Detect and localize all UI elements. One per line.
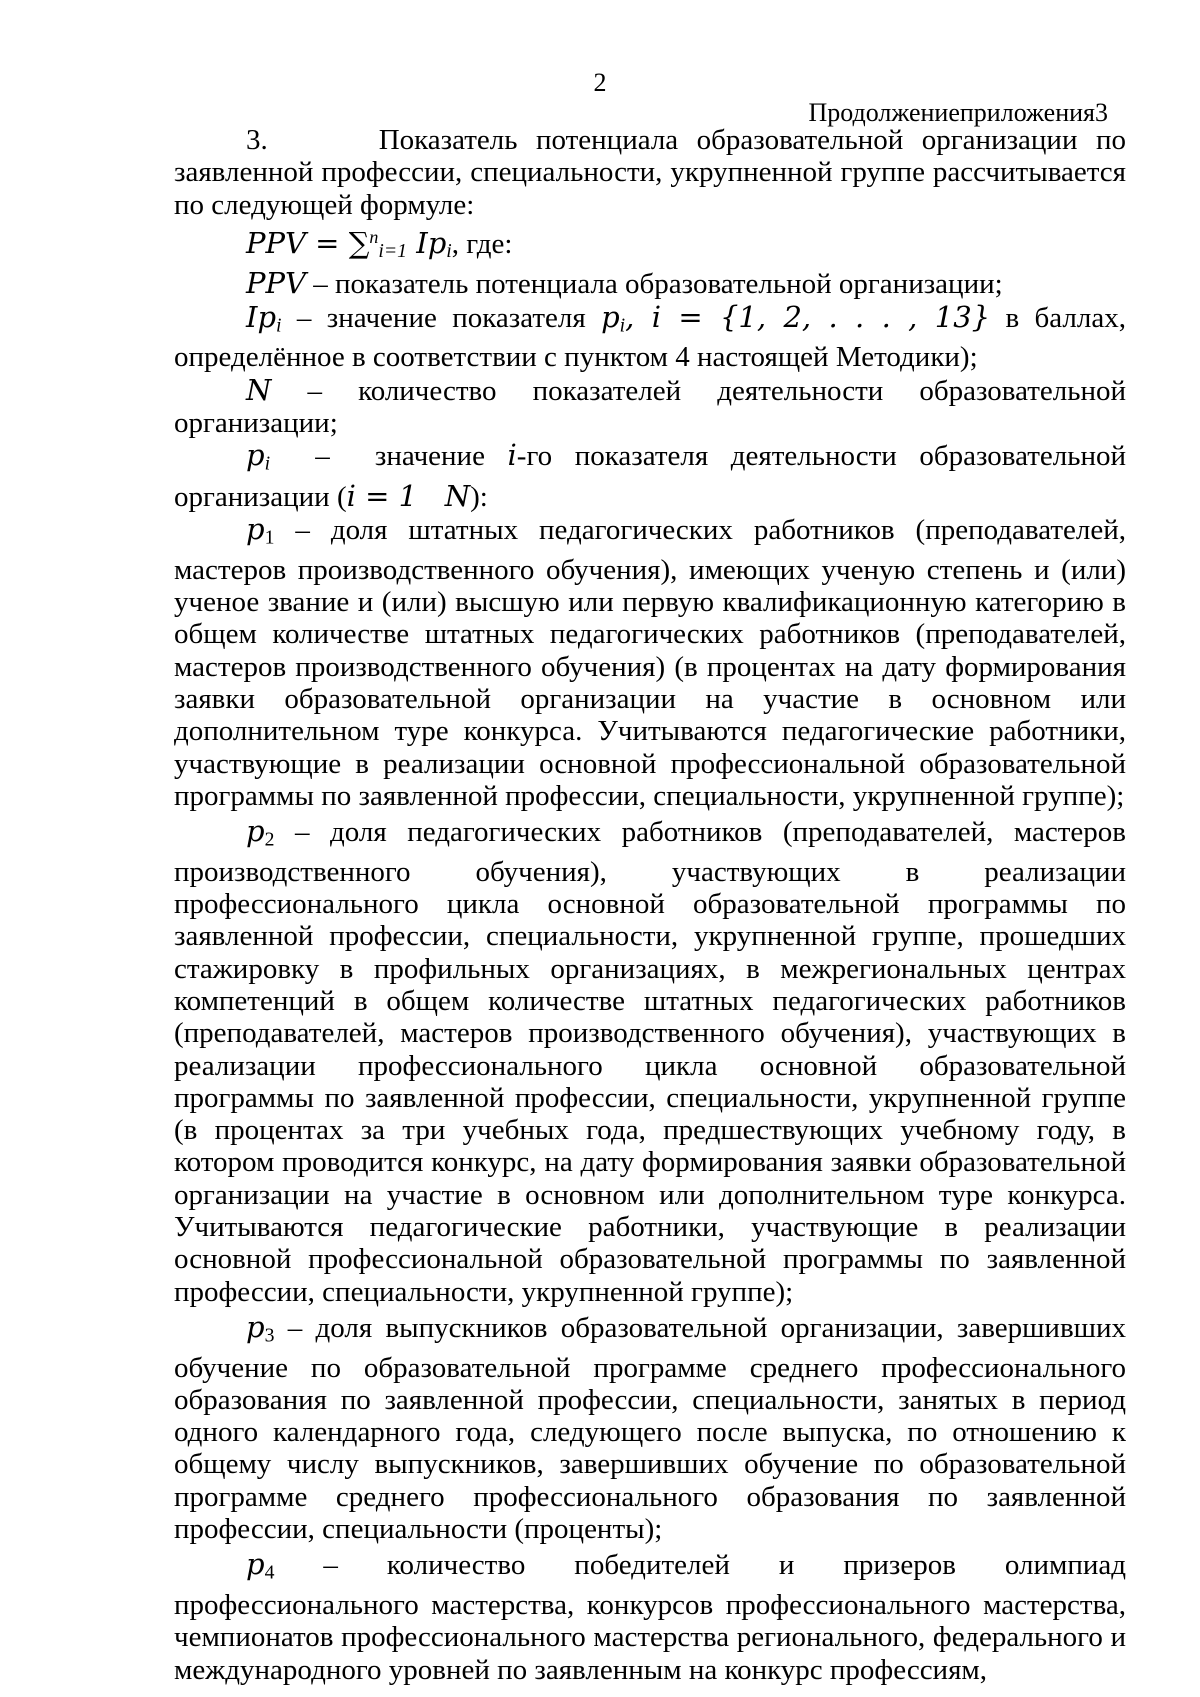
p2-index: 2 xyxy=(264,828,275,851)
p4-definition xyxy=(174,1548,1126,1686)
ip-symbol: Ip xyxy=(246,299,277,334)
ppv-symbol: PPV xyxy=(246,266,306,301)
p4-symbol: p xyxy=(246,1547,265,1582)
p4-text: – количество победителей и призеров олимпиад профессионального мастерства, конкурсов профессионального мастерства, чемпионатов профессионального мастерства регионального, федерального и международного уровней по заявленным на конкурс профессиям, xyxy=(174,1549,1126,1686)
ip-text-a: – значение показателя xyxy=(281,301,602,334)
ppv-definition xyxy=(174,267,1126,300)
page-number: 2 xyxy=(593,68,607,97)
n-definition xyxy=(174,374,1126,440)
ip-text-b: в баллах, определённое в соответствии с пунктом 4 настоящей Методики); xyxy=(174,301,1126,374)
p1-index: 1 xyxy=(264,526,275,549)
formula-sum-upper: n xyxy=(369,226,379,247)
p2-text: – доля педагогических работников (преподавателей, мастеров производственного обучения), участвующих в реализации профессионального цикла основной образовательной программы по заявленной профессии, специальности, укрупненной группе, прошедших стажировку в профильных организациях, в межрегиональных центрах компетенций в общем количестве штатных педагогических работников (преподавателей, мастеров производственного обучения), участвующих в реализации профессионального цикла основной образовательной программы по заявленной профессии, специальности, укрупненной группе (в процентах за три учебных года, предшествующих учебному году, в котором проводится конкурс, на дату формирования заявки образовательной организации на участие в основном или дополнительном туре конкурса. Учитываются педагогические работники, участвующие в реализации основной профессиональной образовательной программы по заявленной профессии, специальности, укрупненной группе); xyxy=(174,816,1126,1308)
p2-symbol: p xyxy=(246,814,265,849)
intro-paragraph: 3. Показатель потенциала образовательной организации по заявленной профессии, специальности, укрупненной группе рассчитывается по следующей формуле: xyxy=(174,124,1126,221)
pi-text-a: – значение xyxy=(270,440,508,473)
formula-tail: , где: xyxy=(451,227,513,260)
n-symbol: N xyxy=(246,372,272,407)
document-body xyxy=(174,124,1126,1686)
p3-text: – доля выпускников образовательной организации, завершивших обучение по образовательной программе среднего профессионального образования по заявленной профессии, специальности, занятых в период одного календарного года, следующего после выпуска, по отношению к общему числу выпускников, завершивших обучение по образовательной программе среднего профессионального образования по заявленной профессии, специальности (проценты); xyxy=(174,1311,1126,1546)
p3-definition xyxy=(174,1311,1126,1545)
ip-p-index: i xyxy=(619,314,626,337)
pi-symbol: p xyxy=(246,438,265,473)
ip-definition xyxy=(174,301,1126,374)
ip-range: , i = {1, 2, . . . , 13} xyxy=(625,299,991,334)
appendix-continuation-label: Продолжениеприложения3 xyxy=(808,98,1108,127)
p2-definition xyxy=(174,815,1126,1308)
formula-term-index: i xyxy=(446,240,452,263)
formula-sum-lower: i=1 xyxy=(378,240,408,263)
n-text: – количество показателей деятельности образовательной организации; xyxy=(174,374,1126,439)
formula-line xyxy=(174,221,1126,268)
pi-index: i xyxy=(264,452,271,475)
pi-range: i = 1 N xyxy=(346,478,471,513)
pi-definition xyxy=(174,439,1126,513)
formula-lhs: PPV xyxy=(246,225,306,260)
pi-text-c: ): xyxy=(470,480,488,513)
ppv-text: – показатель потенциала образовательной организации; xyxy=(305,268,1003,301)
ip-p-symbol: p xyxy=(601,299,620,334)
formula-term: Ip xyxy=(407,225,447,260)
pi-i-symbol: i xyxy=(507,438,517,473)
p3-index: 3 xyxy=(264,1324,275,1347)
p4-index: 4 xyxy=(264,1561,275,1584)
p3-symbol: p xyxy=(246,1309,265,1344)
ip-index: i xyxy=(276,314,282,337)
p1-text: – доля штатных педагогических работников (преподавателей, мастеров производственного обучения), имеющих ученую степень и (или) ученое звание и (или) высшую или первую квалификационную категорию в общем количестве штатных педагогических работников (преподавателей, мастеров производственного обучения) (в процентах на дату формирования заявки образовательной организации на участие в основном или дополнительном туре конкурса. Учитываются педагогические работники, участвующие в реализации основной профессиональной образовательной программы по заявленной профессии, специальности, укрупненной группе); xyxy=(174,514,1126,812)
formula-sum: = ∑ xyxy=(305,225,370,260)
pi-text-b: -го показателя деятельности образовательной организации ( xyxy=(174,440,1126,513)
p1-definition xyxy=(174,513,1126,812)
p1-symbol: p xyxy=(246,512,265,547)
